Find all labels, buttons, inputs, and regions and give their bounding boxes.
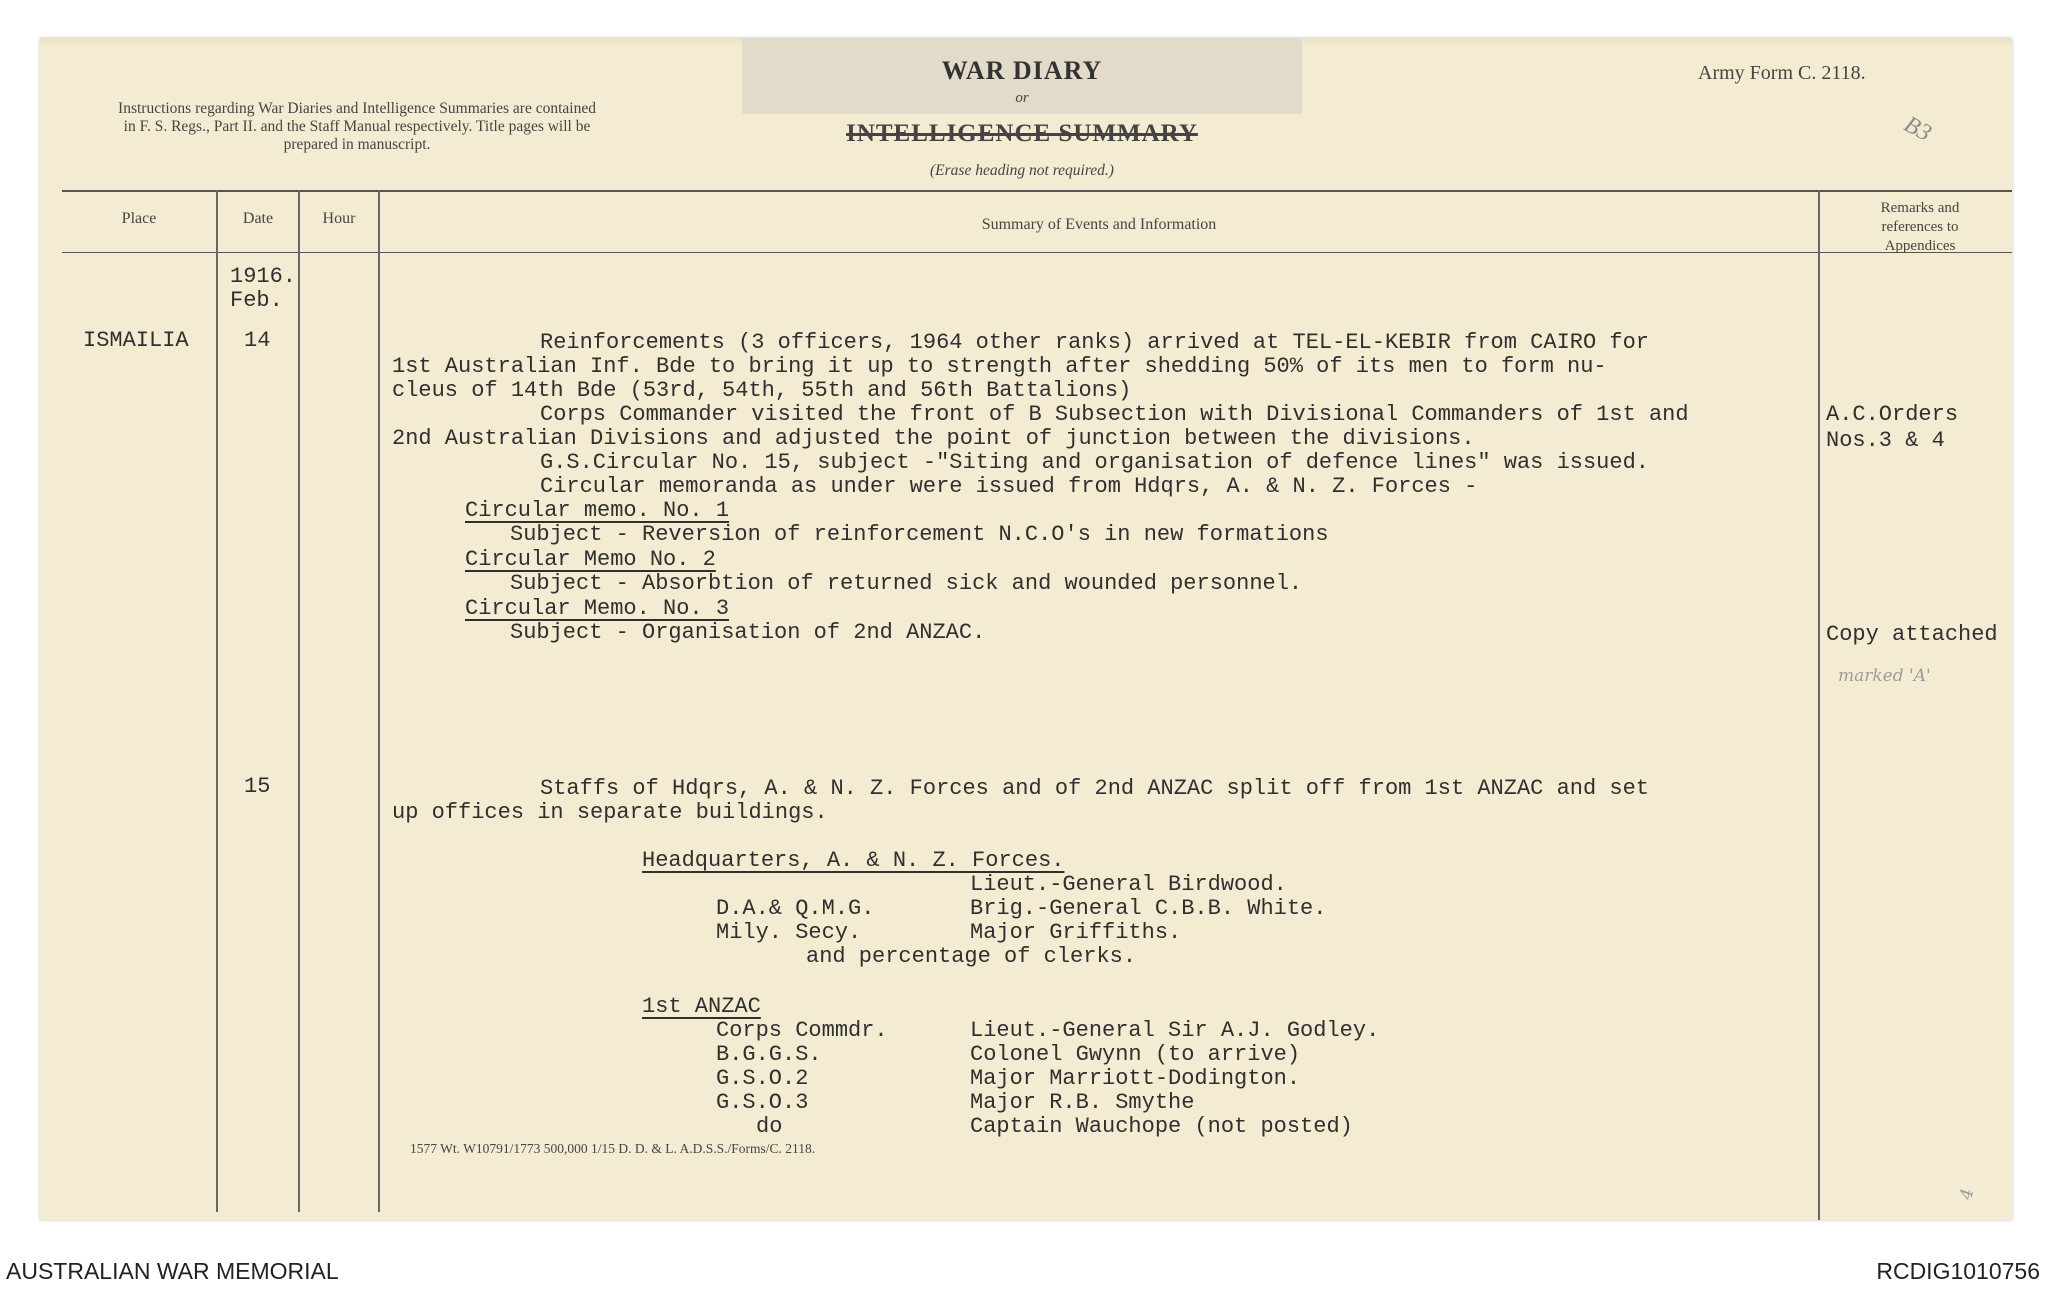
- hq-role: Mily. Secy.: [716, 920, 862, 945]
- hq-name: Major Griffiths.: [970, 920, 1182, 945]
- header-summary: Summary of Events and Information: [981, 216, 1217, 233]
- memo-heading: Circular Memo No. 2: [465, 547, 716, 572]
- pencil-mark: B3: [1899, 111, 1936, 147]
- entry-line: up offices in separate buildings.: [392, 800, 828, 825]
- anzac-name: Colonel Gwynn (to arrive): [970, 1042, 1301, 1067]
- memo-subject: Subject - Absorbtion of returned sick and wounded personnel.: [510, 571, 1303, 596]
- erase-note: (Erase heading not required.): [930, 162, 1114, 179]
- entry-year: 1916.: [230, 264, 297, 289]
- col-divider-hour: [378, 190, 380, 1212]
- remark-orders-1: A.C.Orders: [1826, 402, 1959, 427]
- header-remarks-1: Remarks and: [1880, 200, 1960, 216]
- entry-day-14: 14: [244, 328, 271, 353]
- memo-heading: Circular Memo. No. 3: [465, 596, 730, 621]
- corner-page-mark: 4: [1956, 1186, 1979, 1202]
- remark-copy-attached: Copy attached: [1826, 622, 1998, 647]
- title-or: or: [1015, 90, 1029, 106]
- hq-name: Brig.-General C.B.B. White.: [970, 896, 1327, 921]
- anzac-name: Major R.B. Smythe: [970, 1090, 1195, 1115]
- war-diary-sheet: [40, 38, 2012, 1220]
- form-title: WAR DIARY: [941, 56, 1103, 85]
- hq-role: D.A.& Q.M.G.: [716, 896, 875, 921]
- memo-subject: Subject - Reversion of reinforcement N.C.O's in new formations: [510, 522, 1329, 547]
- memo-heading: Circular memo. No. 1: [465, 498, 730, 523]
- entry-line: Staffs of Hdqrs, A. & N. Z. Forces and of 2nd ANZAC split off from 1st ANZAC and set: [540, 776, 1649, 801]
- entry-line: 1st Australian Inf. Bde to bring it up to strength after shedding 50% of its men to form nu-: [392, 354, 1607, 379]
- hq-heading: Headquarters, A. & N. Z. Forces.: [642, 848, 1065, 873]
- entry-line: Corps Commander visited the front of B Subsection with Divisional Commanders of 1st and: [540, 402, 1689, 427]
- anzac-role: do: [756, 1114, 783, 1139]
- entry-place: ISMAILIA: [83, 328, 189, 353]
- anzac-name: Captain Wauchope (not posted): [970, 1114, 1353, 1139]
- anzac-role: Corps Commdr.: [716, 1018, 888, 1043]
- form-subtitle: INTELLIGENCE SUMMARY: [846, 120, 1198, 147]
- col-divider-date: [298, 190, 300, 1212]
- col-divider-place: [216, 190, 218, 1212]
- header-remarks-2: references to: [1881, 219, 1959, 235]
- anzac-role: G.S.O.2: [716, 1066, 809, 1091]
- anzac-role: G.S.O.3: [716, 1090, 809, 1115]
- entry-line: 2nd Australian Divisions and adjusted the point of junction between the divisions.: [392, 426, 1475, 451]
- remark-marked-pencil: marked 'A': [1838, 666, 1931, 686]
- col-divider-summary: [1818, 190, 1820, 1220]
- anzac-name: Major Marriott-Dodington.: [970, 1066, 1301, 1091]
- hq-note: and percentage of clerks.: [806, 944, 1137, 969]
- entry-line: G.S.Circular No. 15, subject -"Siting and organisation of defence lines" was issued.: [540, 450, 1649, 475]
- entry-line: Circular memoranda as under were issued from Hdqrs, A. & N. Z. Forces -: [540, 474, 1478, 499]
- table-top-rule: [62, 190, 2012, 192]
- footer-record-id: RCDIG1010756: [1876, 1258, 2040, 1284]
- header-remarks-3: Appendices: [1884, 238, 1956, 254]
- memo-subject: Subject - Organisation of 2nd ANZAC.: [510, 620, 986, 645]
- entry-day-15: 15: [244, 774, 271, 799]
- entry-month: Feb.: [230, 288, 283, 313]
- anzac-heading: 1st ANZAC: [642, 994, 761, 1019]
- form-number: Army Form C. 2118.: [1698, 62, 1866, 84]
- hq-name: Lieut.-General Birdwood.: [970, 872, 1287, 897]
- table-header-rule: [62, 252, 2012, 253]
- entry-line: Reinforcements (3 officers, 1964 other ranks) arrived at TEL-EL-KEBIR from CAIRO for: [540, 330, 1649, 355]
- remark-orders-2: Nos.3 & 4: [1826, 428, 1945, 453]
- header-hour: Hour: [322, 210, 356, 227]
- footer-institution: AUSTRALIAN WAR MEMORIAL: [6, 1258, 339, 1284]
- entry-line: cleus of 14th Bde (53rd, 54th, 55th and 56th Battalions): [392, 378, 1132, 403]
- instructions-text: Instructions regarding War Diaries and Intelligence Summaries are contained in F. S. Regs., Part II. and the Staff Manual respectively. Title pages will be prepared in manuscript.: [118, 100, 596, 153]
- anzac-role: B.G.G.S.: [716, 1042, 822, 1067]
- anzac-name: Lieut.-General Sir A.J. Godley.: [970, 1018, 1380, 1043]
- header-place: Place: [121, 210, 157, 227]
- printer-imprint: 1577 Wt. W10791/1773 500,000 1/15 D. D. & L. A.D.S.S./Forms/C. 2118.: [410, 1141, 816, 1156]
- header-date: Date: [242, 210, 274, 227]
